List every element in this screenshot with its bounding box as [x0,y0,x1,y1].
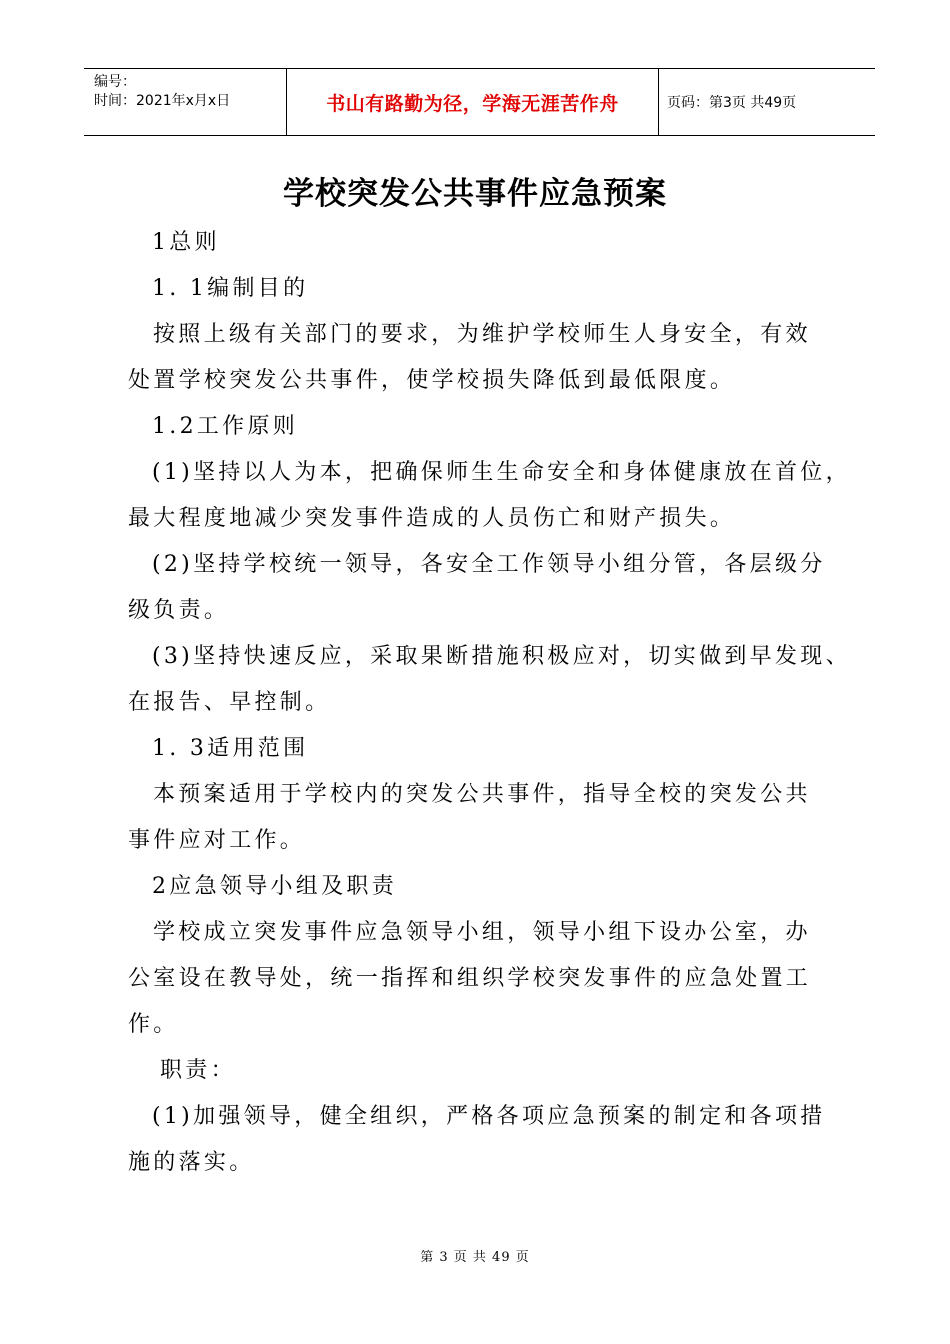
section-heading: 2应急领导小组及职责 [152,874,397,899]
document-header [84,68,875,136]
header-time: 时间：2021年x月x日 [94,93,231,109]
section-heading: 1. 1编制目的 [152,276,309,301]
header-number: 编号： [94,74,136,90]
paragraph-line: 在报告、早控制。 [128,690,331,715]
paragraph-line: 本预案适用于学校内的突发公共事件，指导全校的突发公共 [153,782,811,807]
paragraph-line: 事件应对工作。 [128,828,306,853]
section-heading: 1.2工作原则 [152,414,299,439]
section-heading: 1总则 [152,230,220,255]
header-meta [84,69,286,135]
paragraph-line: 按照上级有关部门的要求，为维护学校师生人身安全，有效 [153,322,811,347]
paragraph-line: 级负责。 [128,598,230,623]
section-heading: 1. 3适用范围 [152,736,309,761]
paragraph-line: (2)坚持学校统一领导，各安全工作领导小组分管，各层级分 [152,552,826,577]
document-body [128,220,851,1186]
paragraph-line: 处置学校突发公共事件，使学校损失降低到最低限度。 [128,368,736,393]
section-heading: 职责： [160,1058,236,1083]
header-page-info: 页码：第3页 共49页 [667,95,797,111]
header-motto: 书山有路勤为径，学海无涯苦作舟 [286,69,659,135]
document-title: 学校突发公共事件应急预案 [283,176,667,212]
paragraph-line: (1)坚持以人为本，把确保师生生命安全和身体健康放在首位， [152,460,851,485]
paragraph-line: 施的落实。 [128,1150,255,1175]
paragraph-line: 公室设在教导处，统一指挥和组织学校突发事件的应急处置工 [128,966,812,991]
page-footer: 第 3 页 共 49 页 [420,1250,530,1265]
paragraph-line: 作。 [128,1012,179,1037]
paragraph-line: 最大程度地减少突发事件造成的人员伤亡和财产损失。 [128,506,736,531]
paragraph-line: (1)加强领导，健全组织，严格各项应急预案的制定和各项措 [152,1104,826,1129]
paragraph-line: (3)坚持快速反应，采取果断措施积极应对，切实做到早发现、 [152,644,851,669]
paragraph-line: 学校成立突发事件应急领导小组，领导小组下设办公室，办 [153,920,811,945]
